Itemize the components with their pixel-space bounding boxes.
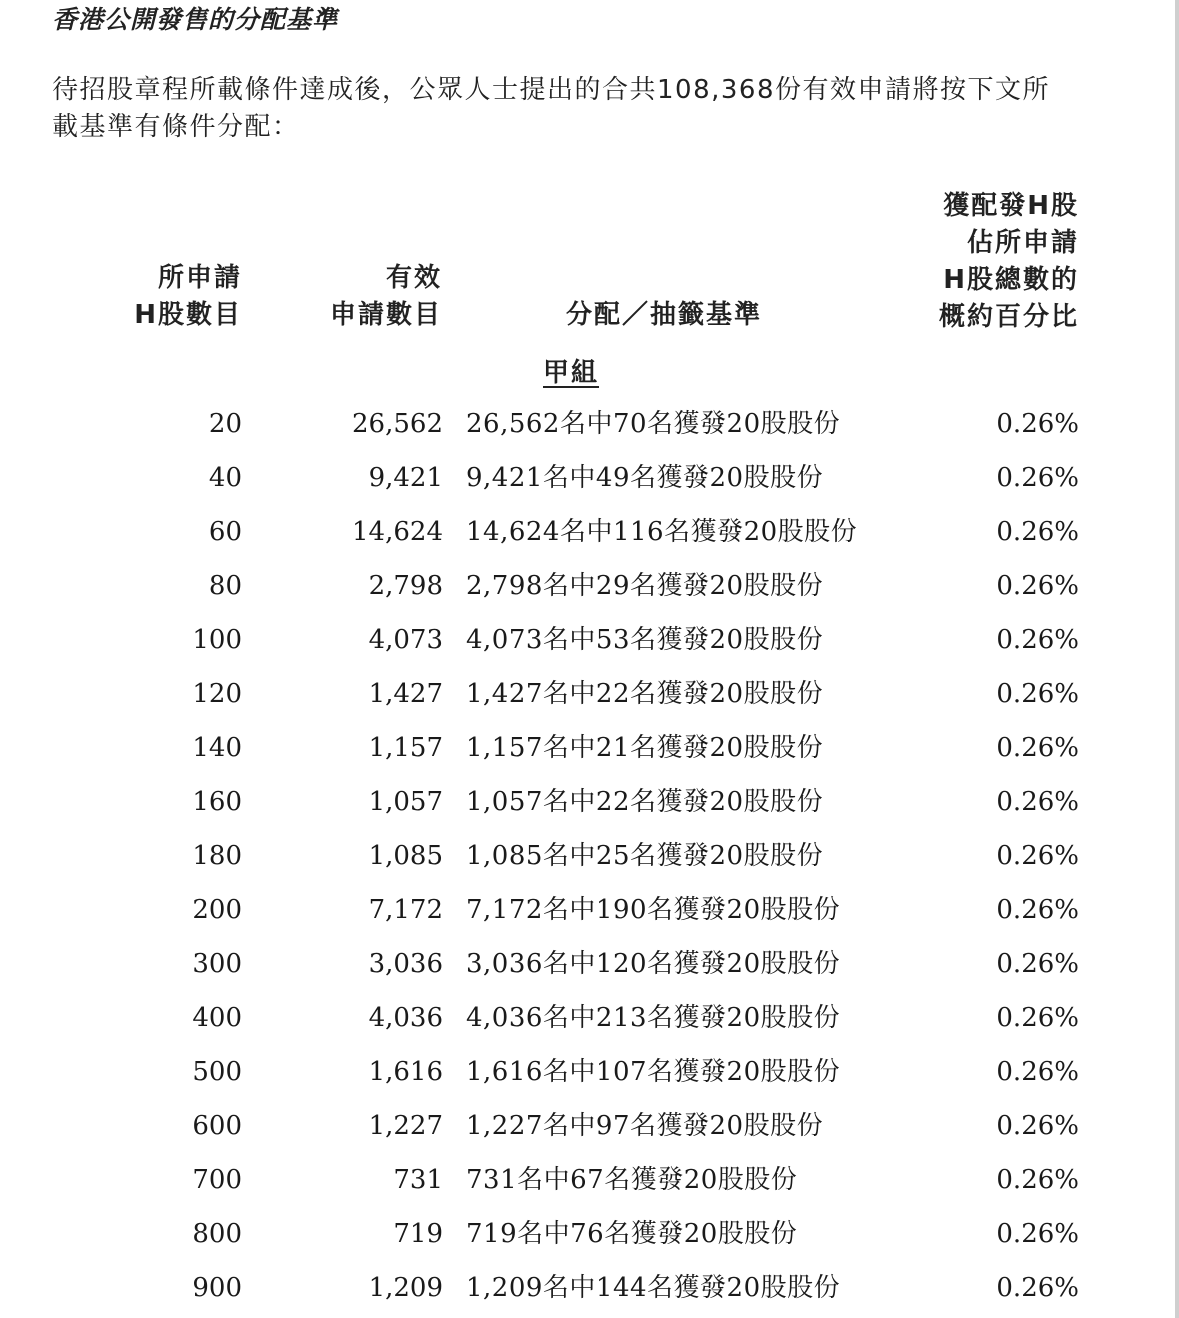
percentage-cell: 0.26% <box>996 1111 1079 1141</box>
header-basis-line: 分配／抽籤基準 <box>566 300 763 330</box>
applications-cell: 1,157 <box>368 733 443 763</box>
applications-cell: 1,209 <box>368 1273 443 1303</box>
percentage-cell: 0.26% <box>996 1057 1079 1087</box>
allocation-table-body <box>0 400 1179 1318</box>
shares-cell: 900 <box>192 1273 242 1303</box>
percentage-cell: 0.26% <box>996 949 1079 979</box>
shares-cell: 600 <box>192 1111 242 1141</box>
shares-cell: 120 <box>192 679 242 709</box>
header-percentage-line: 獲配發H股 <box>943 191 1079 221</box>
group-label: 甲組 <box>543 358 600 388</box>
basis-cell: 1,157名中21名獲發20股股份 <box>466 733 824 763</box>
header-percentage <box>939 188 1079 336</box>
shares-cell: 140 <box>192 733 242 763</box>
percentage-cell: 0.26% <box>996 571 1079 601</box>
intro-paragraph <box>52 72 1102 146</box>
basis-cell: 1,209名中144名獲發20股股份 <box>466 1273 841 1303</box>
table-row <box>0 508 1179 562</box>
header-valid-applications-line: 申請數目 <box>329 300 442 330</box>
header-valid-applications-line: 有效 <box>385 263 442 293</box>
applications-cell: 731 <box>393 1165 443 1195</box>
table-row <box>0 562 1179 616</box>
shares-cell: 400 <box>192 1003 242 1033</box>
basis-cell: 1,085名中25名獲發20股股份 <box>466 841 824 871</box>
percentage-cell: 0.26% <box>996 625 1079 655</box>
header-percentage-line: 佔所申請 <box>966 228 1079 258</box>
percentage-cell: 0.26% <box>996 679 1079 709</box>
basis-cell: 4,036名中213名獲發20股股份 <box>466 1003 841 1033</box>
basis-cell: 1,616名中107名獲發20股股份 <box>466 1057 841 1087</box>
header-shares-applied <box>134 260 242 334</box>
percentage-cell: 0.26% <box>996 463 1079 493</box>
basis-cell: 1,427名中22名獲發20股股份 <box>466 679 824 709</box>
applications-cell: 1,057 <box>368 787 443 817</box>
basis-cell: 1,057名中22名獲發20股股份 <box>466 787 824 817</box>
applications-cell: 26,562 <box>352 409 443 439</box>
basis-cell: 4,073名中53名獲發20股股份 <box>466 625 824 655</box>
table-row <box>0 400 1179 454</box>
table-row <box>0 778 1179 832</box>
percentage-cell: 0.26% <box>996 841 1079 871</box>
applications-cell: 1,085 <box>368 841 443 871</box>
table-row <box>0 616 1179 670</box>
shares-cell: 700 <box>192 1165 242 1195</box>
shares-cell: 180 <box>192 841 242 871</box>
applications-cell: 2,798 <box>368 571 443 601</box>
header-percentage-line: 概約百分比 <box>938 302 1079 332</box>
applications-cell: 1,227 <box>368 1111 443 1141</box>
percentage-cell: 0.26% <box>996 517 1079 547</box>
header-valid-applications <box>330 260 442 334</box>
percentage-cell: 0.26% <box>996 1165 1079 1195</box>
basis-cell: 3,036名中120名獲發20股股份 <box>466 949 841 979</box>
table-row <box>0 994 1179 1048</box>
table-row <box>0 1210 1179 1264</box>
percentage-cell: 0.26% <box>996 409 1079 439</box>
table-row <box>0 670 1179 724</box>
shares-cell: 500 <box>192 1057 242 1087</box>
percentage-cell: 0.26% <box>996 787 1079 817</box>
table-row <box>0 1264 1179 1318</box>
table-row <box>0 1048 1179 1102</box>
basis-cell: 14,624名中116名獲發20股股份 <box>466 517 858 547</box>
shares-cell: 800 <box>192 1219 242 1249</box>
shares-cell: 80 <box>208 571 242 601</box>
basis-cell: 731名中67名獲發20股股份 <box>466 1165 798 1195</box>
shares-cell: 300 <box>192 949 242 979</box>
applications-cell: 9,421 <box>368 463 443 493</box>
percentage-cell: 0.26% <box>996 1003 1079 1033</box>
applications-cell: 14,624 <box>352 517 443 547</box>
percentage-cell: 0.26% <box>996 895 1079 925</box>
applications-cell: 1,616 <box>368 1057 443 1087</box>
shares-cell: 20 <box>208 409 242 439</box>
basis-cell: 2,798名中29名獲發20股股份 <box>466 571 824 601</box>
intro-line-2: 載基準有條件分配： <box>52 112 300 142</box>
basis-cell: 9,421名中49名獲發20股股份 <box>466 463 824 493</box>
percentage-cell: 0.26% <box>996 1273 1079 1303</box>
table-row <box>0 886 1179 940</box>
header-shares-applied-line: 所申請 <box>157 263 242 293</box>
percentage-cell: 0.26% <box>996 733 1079 763</box>
intro-line-1: 待招股章程所載條件達成後，公眾人士提出的合共108,368份有效申請將按下文所 <box>52 75 1051 105</box>
header-percentage-line: H股總數的 <box>943 265 1079 295</box>
basis-cell: 26,562名中70名獲發20股股份 <box>466 409 841 439</box>
applications-cell: 4,073 <box>368 625 443 655</box>
table-row <box>0 832 1179 886</box>
shares-cell: 60 <box>208 517 242 547</box>
applications-cell: 719 <box>393 1219 443 1249</box>
table-row <box>0 724 1179 778</box>
header-shares-applied-line: H股數目 <box>134 300 242 330</box>
section-title: 香港公開發售的分配基準 <box>52 5 339 34</box>
basis-cell: 7,172名中190名獲發20股股份 <box>466 895 841 925</box>
table-row <box>0 1156 1179 1210</box>
shares-cell: 100 <box>192 625 242 655</box>
basis-cell: 1,227名中97名獲發20股股份 <box>466 1111 824 1141</box>
shares-cell: 160 <box>192 787 242 817</box>
basis-cell: 719名中76名獲發20股股份 <box>466 1219 798 1249</box>
applications-cell: 4,036 <box>368 1003 443 1033</box>
table-row <box>0 1102 1179 1156</box>
header-basis <box>566 297 762 334</box>
applications-cell: 1,427 <box>368 679 443 709</box>
shares-cell: 200 <box>192 895 242 925</box>
table-row <box>0 454 1179 508</box>
percentage-cell: 0.26% <box>996 1219 1079 1249</box>
applications-cell: 3,036 <box>368 949 443 979</box>
applications-cell: 7,172 <box>368 895 443 925</box>
shares-cell: 40 <box>208 463 242 493</box>
table-row <box>0 940 1179 994</box>
